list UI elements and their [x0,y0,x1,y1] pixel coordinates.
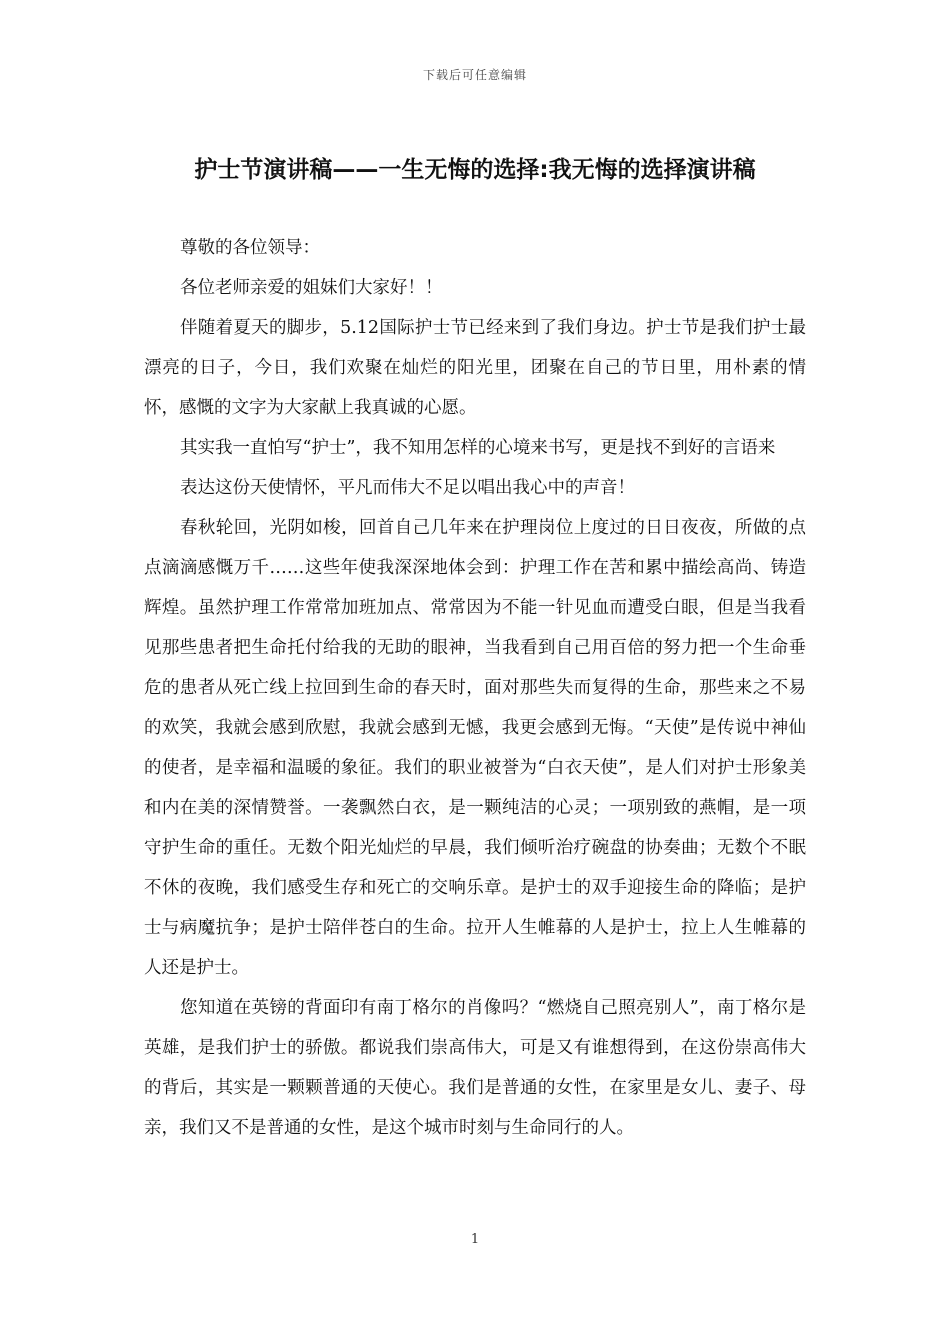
paragraph: 伴随着夏天的脚步，5.12国际护士节已经来到了我们身边。护士节是我们护士最漂亮的日子，今日，我们欢聚在灿烂的阳光里，团聚在自己的节日里，用朴素的情怀，感慨的文字为大家献上我真诚的心愿。 [144,318,806,418]
document-title: 护士节演讲稿——一生无悔的选择:我无悔的选择演讲稿 [194,157,756,183]
document-body [144,228,806,1148]
paragraph: 春秋轮回，光阴如梭，回首自己几年来在护理岗位上度过的日日夜夜，所做的点点滴滴感慨万千……这些年使我深深地体会到：护理工作在苦和累中描绘高尚、铸造辉煌。虽然护理工作常常加班加点、常常因为不能一针见血而遭受白眼，但是当我看见那些患者把生命托付给我的无助的眼神，当我看到自己用百倍的努力把一个生命垂危的患者从死亡线上拉回到生命的春天时，面对那些失而复得的生命，那些来之不易的欢笑，我就会感到欣慰，我就会感到无憾，我更会感到无悔。“天使”是传说中神仙的使者，是幸福和温暖的象征。我们的职业被誉为“白衣天使”，是人们对护士形象美和内在美的深情赞誉。一袭飘然白衣，是一颗纯洁的心灵；一项别致的燕帽，是一项守护生命的重任。无数个阳光灿烂的早晨，我们倾听治疗碗盘的协奏曲；无数个不眠不休的夜晚，我们感受生存和死亡的交响乐章。是护士的双手迎接生命的降临；是护士与病魔抗争；是护士陪伴苍白的生命。拉开人生帷幕的人是护士，拉上人生帷幕的人还是护士。 [144,518,806,978]
paragraph: 表达这份天使情怀，平凡而伟大不足以唱出我心中的声音！ [180,478,635,498]
page-number: 1 [470,1232,480,1247]
paragraph: 其实我一直怕写“护士”，我不知用怎样的心境来书写，更是找不到好的言语来 [180,438,776,458]
paragraph-salutation-leaders: 尊敬的各位领导： [180,238,320,258]
paragraph: 您知道在英镑的背面印有南丁格尔的肖像吗？“燃烧自己照亮别人”，南丁格尔是英雄，是我们护士的骄傲。都说我们崇高伟大，可是又有谁想得到，在这份崇高伟大的背后，其实是一颗颗普通的天使心。我们是普通的女性，在家里是女儿、妻子、母亲，我们又不是普通的女性，是这个城市时刻与生命同行的人。 [144,998,806,1138]
header-note: 下载后可任意编辑 [422,68,527,82]
paragraph-salutation-colleagues: 各位老师亲爱的姐妹们大家好！！ [180,278,443,298]
